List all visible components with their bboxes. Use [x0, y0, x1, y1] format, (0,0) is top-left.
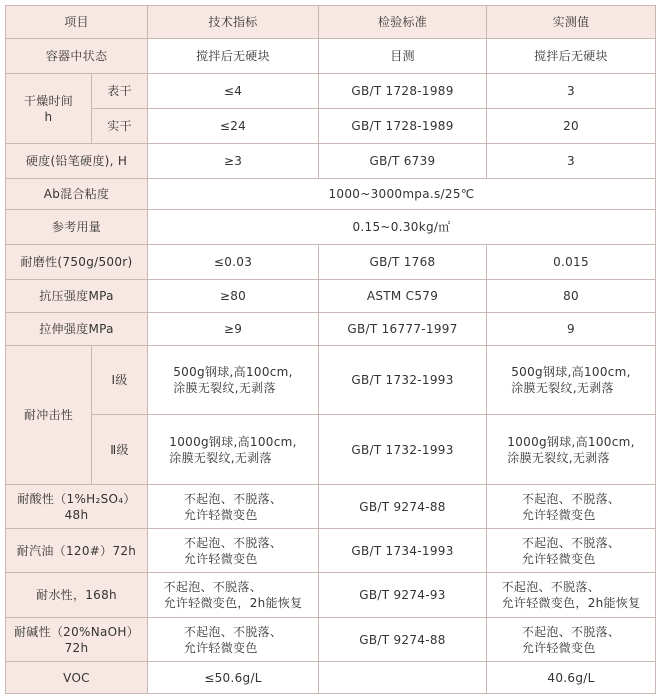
row-label: 耐汽油（120#）72h [6, 529, 148, 573]
cell-standard: GB/T 9274-88 [319, 618, 487, 662]
table-row [6, 346, 656, 415]
row-label-line: h [44, 109, 53, 124]
cell-line: 允许轻微变色，2h能恢复 [501, 596, 641, 610]
cell-line: 允许轻微变色 [183, 507, 258, 522]
row-label [6, 485, 148, 529]
cell-spec [148, 346, 319, 415]
cell-line: 允许轻微变色 [521, 551, 596, 566]
row-sublabel: 表干 [92, 74, 148, 109]
cell-standard: GB/T 9274-88 [319, 485, 487, 529]
row-sublabel: 实干 [92, 109, 148, 144]
header-spec: 技术指标 [148, 6, 319, 39]
row-label-line: 耐酸性（1%H₂SO₄） [17, 491, 136, 506]
table-row [6, 109, 656, 144]
table-row [6, 618, 656, 662]
table-row [6, 210, 656, 245]
header-item: 项目 [6, 6, 148, 39]
cell-line: 不起泡、不脱落、 [163, 580, 262, 594]
cell-line: 涂膜无裂纹,无剥落 [511, 381, 614, 395]
cell-line: 1000g钢球,高100cm, [169, 434, 297, 449]
cell-spec: ≤24 [148, 109, 319, 144]
cell-line: 1000g钢球,高100cm, [507, 434, 635, 449]
cell-line: 不起泡、不脱落、 [183, 624, 283, 639]
table-row [6, 245, 656, 280]
cell-measured: 3 [487, 144, 656, 179]
cell-measured: 3 [487, 74, 656, 109]
cell-spec [148, 485, 319, 529]
cell-measured [487, 529, 656, 573]
row-label: 耐水性，168h [6, 573, 148, 618]
cell-measured [487, 415, 656, 485]
row-label-line: 干燥时间 [23, 93, 74, 108]
cell-spec: ≤0.03 [148, 245, 319, 280]
cell-measured: 9 [487, 313, 656, 346]
cell-value: 1000~3000mpa.s/25℃ [148, 179, 656, 210]
cell-measured: 40.6g/L [487, 662, 656, 694]
cell-spec [148, 529, 319, 573]
cell-line: 不起泡、不脱落、 [521, 491, 621, 506]
cell-spec: ≥80 [148, 280, 319, 313]
table-row [6, 485, 656, 529]
cell-measured: 搅拌后无硬块 [487, 39, 656, 74]
row-label-line: 耐碱性（20%NaOH） [13, 624, 140, 639]
table-row [6, 573, 656, 618]
cell-spec: ≤4 [148, 74, 319, 109]
row-label: VOC [6, 662, 148, 694]
cell-spec [148, 415, 319, 485]
table-row [6, 39, 656, 74]
cell-measured [487, 346, 656, 415]
row-label: Ab混合粘度 [6, 179, 148, 210]
row-label: 耐冲击性 [6, 346, 92, 485]
table-row [6, 280, 656, 313]
cell-standard: GB/T 1734-1993 [319, 529, 487, 573]
cell-standard: GB/T 1732-1993 [319, 346, 487, 415]
cell-standard: ASTM C579 [319, 280, 487, 313]
table-row [6, 179, 656, 210]
cell-standard: GB/T 1732-1993 [319, 415, 487, 485]
table-row [6, 74, 656, 109]
row-label-line: 72h [64, 640, 89, 655]
cell-measured: 0.015 [487, 245, 656, 280]
row-label [6, 74, 92, 144]
cell-line: 允许轻微变色 [521, 640, 596, 655]
cell-spec [148, 573, 319, 618]
row-label: 耐磨性(750g/500r) [6, 245, 148, 280]
row-label: 参考用量 [6, 210, 148, 245]
cell-standard: GB/T 16777-1997 [319, 313, 487, 346]
cell-line: 涂膜无裂纹,无剥落 [507, 450, 610, 465]
cell-line: 不起泡、不脱落、 [183, 535, 283, 550]
cell-line: 允许轻微变色 [183, 640, 258, 655]
cell-spec: ≥3 [148, 144, 319, 179]
header-measured: 实测值 [487, 6, 656, 39]
row-label [6, 618, 148, 662]
table-row [6, 662, 656, 694]
cell-spec: 搅拌后无硬块 [148, 39, 319, 74]
cell-standard: GB/T 1728-1989 [319, 74, 487, 109]
cell-measured: 20 [487, 109, 656, 144]
cell-measured [487, 573, 656, 618]
cell-line: 不起泡、不脱落、 [521, 624, 621, 639]
table-row [6, 144, 656, 179]
cell-spec [148, 618, 319, 662]
table-row [6, 313, 656, 346]
header-standard: 检验标准 [319, 6, 487, 39]
cell-line: 允许轻微变色 [521, 507, 596, 522]
row-sublabel: Ⅰ级 [92, 346, 148, 415]
cell-standard: GB/T 1768 [319, 245, 487, 280]
cell-line: 500g钢球,高100cm, [173, 365, 293, 379]
cell-line: 不起泡、不脱落、 [501, 580, 600, 594]
cell-line: 允许轻微变色，2h能恢复 [163, 596, 303, 610]
cell-standard: GB/T 6739 [319, 144, 487, 179]
cell-value: 0.15~0.30kg/㎡ [148, 210, 656, 245]
cell-line: 涂膜无裂纹,无剥落 [169, 450, 272, 465]
cell-standard: 目测 [319, 39, 487, 74]
cell-line: 不起泡、不脱落、 [521, 535, 621, 550]
row-label-line: 48h [64, 507, 89, 522]
cell-line: 涂膜无裂纹,无剥落 [173, 381, 276, 395]
cell-line: 允许轻微变色 [183, 551, 258, 566]
cell-standard [319, 662, 487, 694]
cell-standard: GB/T 9274-93 [319, 573, 487, 618]
cell-measured [487, 485, 656, 529]
cell-line: 不起泡、不脱落、 [183, 491, 283, 506]
table-row [6, 415, 656, 485]
cell-measured [487, 618, 656, 662]
cell-standard: GB/T 1728-1989 [319, 109, 487, 144]
table-row [6, 529, 656, 573]
row-label: 抗压强度MPa [6, 280, 148, 313]
header-row [6, 6, 656, 39]
cell-line: 500g钢球,高100cm, [511, 365, 631, 379]
row-label: 硬度(铅笔硬度), H [6, 144, 148, 179]
row-sublabel: Ⅱ级 [92, 415, 148, 485]
row-label: 拉伸强度MPa [6, 313, 148, 346]
row-label: 容器中状态 [6, 39, 148, 74]
spec-table [5, 5, 656, 694]
cell-spec: ≤50.6g/L [148, 662, 319, 694]
cell-measured: 80 [487, 280, 656, 313]
cell-spec: ≥9 [148, 313, 319, 346]
